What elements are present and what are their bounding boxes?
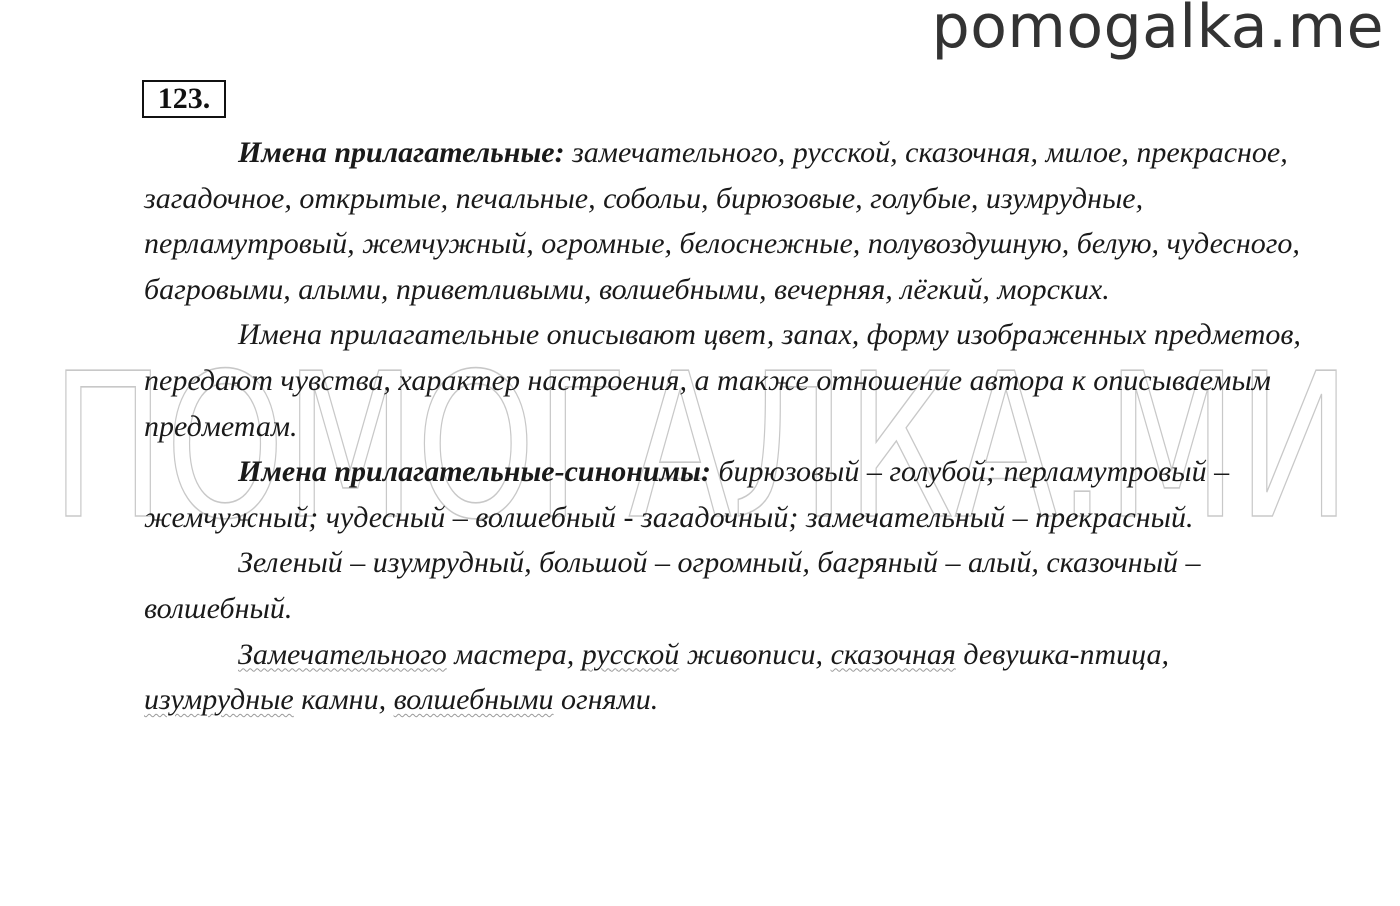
paragraph-lead: Имена прилагательные-синонимы: bbox=[238, 455, 711, 489]
site-logo: pomogalka.me bbox=[931, 0, 1384, 62]
phrase-text: мастера, bbox=[446, 637, 582, 671]
paragraph-synonyms bbox=[144, 449, 1324, 540]
underlined-word: Замечательного bbox=[238, 637, 447, 671]
phrase-text: девушка-птица, bbox=[955, 637, 1169, 671]
underlined-word: изумрудные bbox=[144, 683, 294, 717]
phrase-text: огнями. bbox=[553, 683, 659, 717]
underlined-word: русской bbox=[581, 637, 680, 671]
paragraph-adjectives-role bbox=[144, 312, 1324, 449]
underlined-word: волшебными bbox=[393, 683, 554, 717]
paragraph-body: бирюзовый – голубой; перламутровый – жемчужный; чудесный – волшебный - загадочный; замечательный – прекрасный. bbox=[144, 455, 1230, 534]
paragraph-lead: Имена прилагательные: bbox=[238, 136, 565, 169]
underlined-word: сказочная bbox=[830, 637, 956, 671]
paragraph-synonym-pairs bbox=[144, 540, 1324, 631]
task-number: 123. bbox=[142, 80, 226, 118]
answer-text bbox=[144, 130, 1324, 723]
paragraph-body: замечательного, русской, сказочная, милое, прекрасное, загадочное, открытые, печальные, собольи, бирюзовые, голубые, изумрудные, перламутровый, жемчужный, огромные, белоснежные, полувоздушную, белую, чудесного, багровыми, алыми, приветливыми, волшебными, вечерняя, лёгкий, морских. bbox=[144, 136, 1300, 306]
watermark-text: ПОМОГАЛКА.МИ bbox=[51, 352, 1351, 528]
paragraph-adjectives-list bbox=[144, 130, 1324, 312]
phrase-text: камни, bbox=[293, 683, 394, 717]
paragraph-phrases bbox=[144, 632, 1324, 723]
phrase-text: живописи, bbox=[679, 637, 831, 671]
paragraph-body: Имена прилагательные описывают цвет, запах, форму изображенных предметов, передают чувства, характер настроения, а также отношение автора к описываемым предметам. bbox=[144, 318, 1301, 443]
paragraph-body: Зеленый – изумрудный, большой – огромный, багряный – алый, сказочный – волшебный. bbox=[144, 546, 1201, 625]
